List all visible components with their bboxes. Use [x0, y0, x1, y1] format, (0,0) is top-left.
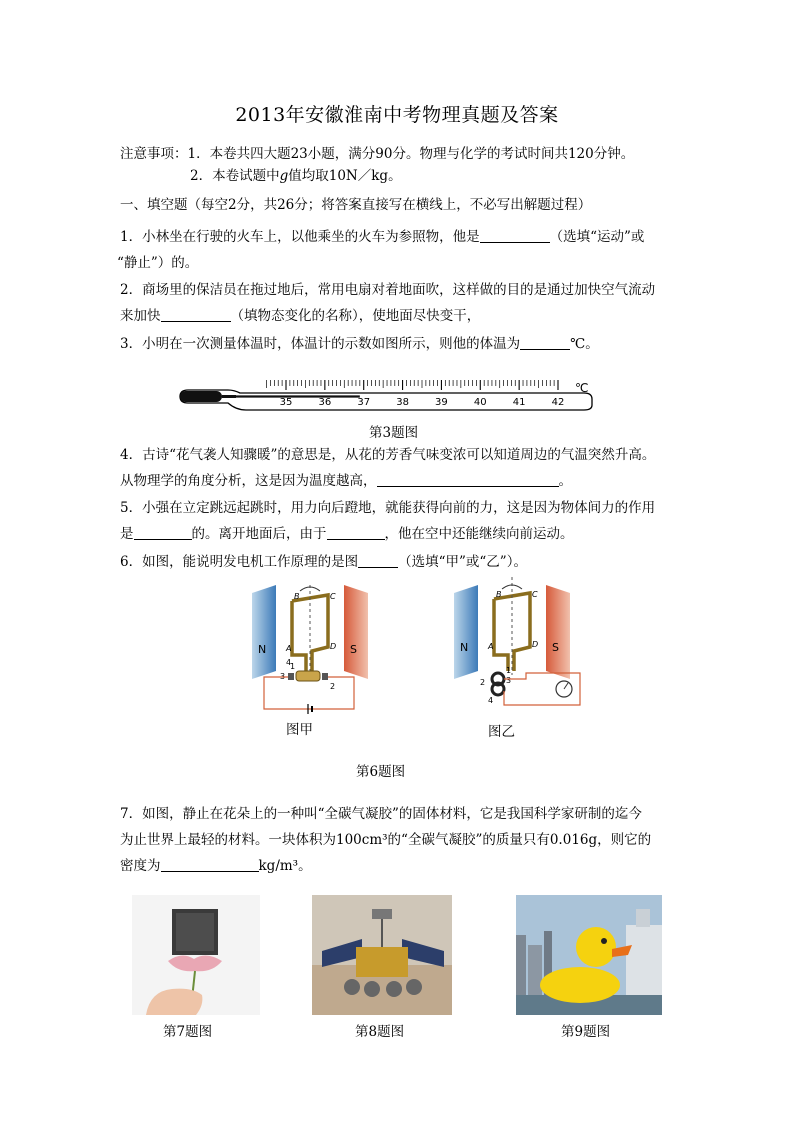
rover-wheel [364, 981, 380, 997]
photo-rubber-duck [516, 895, 662, 1015]
label-2: 2 [330, 682, 336, 691]
label-4: 4 [488, 696, 494, 705]
label-n: N [460, 641, 469, 654]
label-3: 3 [506, 676, 512, 685]
magnet-s-pole [546, 585, 570, 679]
fig6-caption: 第6题图 [356, 764, 406, 780]
notice-g-symbol: g [279, 168, 289, 184]
rover-body [356, 947, 408, 977]
q5-answer-blank-2[interactable] [327, 525, 385, 540]
q2-answer-blank[interactable] [161, 307, 231, 322]
fig6-left-caption: 图甲 [286, 722, 313, 738]
thermometer-tick-label: 40 [473, 397, 487, 408]
label-b: B [496, 590, 502, 599]
label-1: 1 [506, 666, 512, 675]
question-7-cont-2 [120, 857, 312, 875]
label-c: C [532, 590, 538, 599]
thermometer-tick-label: 36 [318, 397, 332, 408]
q3-answer-blank[interactable] [520, 335, 570, 350]
question-7-cont-1: 为止世界上最轻的材料。一块体积为100cm³的“全碳气凝胶”的质量只有0.016g，则它的 [120, 832, 652, 848]
fig6-right-caption: 图乙 [488, 724, 515, 740]
magnet-n-pole [252, 585, 276, 679]
rover-wheel [386, 981, 402, 997]
label-d: D [330, 642, 337, 651]
thermometer-tick-label: 41 [512, 397, 526, 408]
q3-text-a: 3．小明在一次测量体温时，体温计的示数如图所示，则他的体温为 [120, 336, 521, 352]
thermometer-bulb [180, 391, 222, 402]
thermometer-scale [267, 380, 558, 390]
duck-body [540, 967, 620, 1003]
q4-text-b: 从物理学的角度分析，这是因为温度越高， [120, 473, 377, 489]
brush-left [288, 673, 294, 680]
thermometer-tick-label: 39 [435, 397, 448, 408]
photo-aerogel-on-flower [132, 895, 260, 1015]
brush-right [322, 673, 328, 680]
thermometer-tick-label: 35 [279, 397, 293, 408]
label-3: 3 [280, 672, 286, 681]
q6-text-a: 6．如图，能说明发电机工作原理的是图 [120, 554, 359, 570]
thermometer-unit: ℃ [575, 381, 589, 395]
rover-wheel [406, 979, 422, 995]
q7-answer-blank[interactable] [161, 857, 259, 872]
label-a: A [488, 642, 494, 651]
question-5-cont [120, 525, 574, 543]
fig8-caption: 第8题图 [355, 1024, 405, 1040]
label-c: C [330, 592, 336, 601]
q4-text-c: 。 [558, 473, 572, 489]
photo-lunar-rover [312, 895, 452, 1015]
question-6 [120, 553, 527, 571]
generator-figure-yi [452, 575, 582, 715]
q2-text-c: （填物态变化的名称），使地面尽快变干， [230, 308, 481, 324]
notice-line-2 [190, 167, 402, 185]
q6-answer-blank[interactable] [358, 553, 398, 568]
label-s: S [552, 641, 559, 654]
fig3-caption: 第3题图 [369, 425, 419, 441]
rover-mast-camera [372, 909, 392, 919]
label-2: 2 [480, 678, 486, 687]
notice-line-2-post: 值均取10N／kg。 [288, 168, 402, 184]
duck-head [576, 927, 616, 967]
question-2-cont [120, 307, 480, 325]
q7-text-c: 密度为 [120, 858, 161, 874]
notice-line-2-pre: 2．本卷试题中 [190, 168, 280, 184]
q1-answer-blank[interactable] [480, 228, 550, 243]
label-1: 1 [290, 662, 296, 671]
q7-text-d: kg/m³。 [258, 858, 312, 874]
thermometer-tick-label: 37 [357, 397, 371, 408]
external-circuit [264, 677, 354, 709]
fig9-caption: 第9题图 [561, 1024, 611, 1040]
q2-text-b: 来加快 [120, 308, 161, 324]
label-d: D [532, 640, 539, 649]
q3-text-b: ℃。 [570, 336, 599, 352]
question-3 [120, 335, 599, 353]
split-ring-commutator [296, 671, 320, 681]
label-4: 4 [286, 658, 292, 667]
fig7-caption: 第7题图 [163, 1024, 213, 1040]
thermometer-figure [176, 378, 596, 414]
thermometer-tick-label: 38 [396, 397, 409, 408]
label-a: A [286, 644, 292, 653]
rover-wheel [344, 979, 360, 995]
q1-text-a: 1．小林坐在行驶的火车上，以他乘坐的火车为参照物，他是 [120, 229, 480, 245]
question-2: 2．商场里的保洁员在拖过地后，常用电扇对着地面吹，这样做的目的是通过加快空气流动 [120, 282, 656, 298]
ship-bow [626, 925, 662, 995]
generator-figure-jia [250, 585, 370, 715]
question-4-cont [120, 472, 572, 490]
question-5: 5．小强在立定跳远起跳时，用力向后蹬地，就能获得向前的力，这是因为物体间力的作用 [120, 500, 656, 516]
label-s: S [350, 643, 357, 656]
magnet-s-pole [344, 585, 368, 679]
question-1-cont: “静止”）的。 [117, 255, 199, 271]
question-1 [120, 228, 644, 246]
thermometer-tick-label: 42 [551, 397, 565, 408]
label-n: N [258, 643, 267, 656]
thermometer-tube [180, 390, 592, 410]
duck-eye [601, 938, 607, 944]
q1-text-b: （选填“运动”或 [549, 229, 645, 245]
page-title: 2013年安徽淮南中考物理真题及答案 [235, 104, 559, 126]
notice-line-1: 注意事项：1．本卷共四大题23小题，满分90分。物理与化学的考试时间共120分钟。 [120, 146, 635, 162]
q5-text-b: 是 [120, 526, 134, 542]
q6-text-b: （选填“甲”或“乙”）。 [398, 554, 527, 570]
section-heading: 一、填空题（每空2分，共26分；将答案直接写在横线上，不必写出解题过程） [120, 197, 592, 213]
q5-answer-blank-1[interactable] [134, 525, 192, 540]
q5-text-c: 的。离开地面后，由于 [191, 526, 327, 542]
magnet-n-pole [454, 585, 478, 679]
q4-answer-blank[interactable] [377, 472, 559, 487]
question-4: 4．古诗“花气袭人知骤暖”的意思是，从花的芳香气味变浓可以知道周边的气温突然升高。 [120, 447, 656, 463]
label-b: B [294, 592, 300, 601]
q5-text-d: ，他在空中还能继续向前运动。 [384, 526, 574, 542]
question-7: 7．如图，静止在花朵上的一种叫“全碳气凝胶”的固体材料，它是我国科学家研制的迄今 [120, 806, 642, 822]
